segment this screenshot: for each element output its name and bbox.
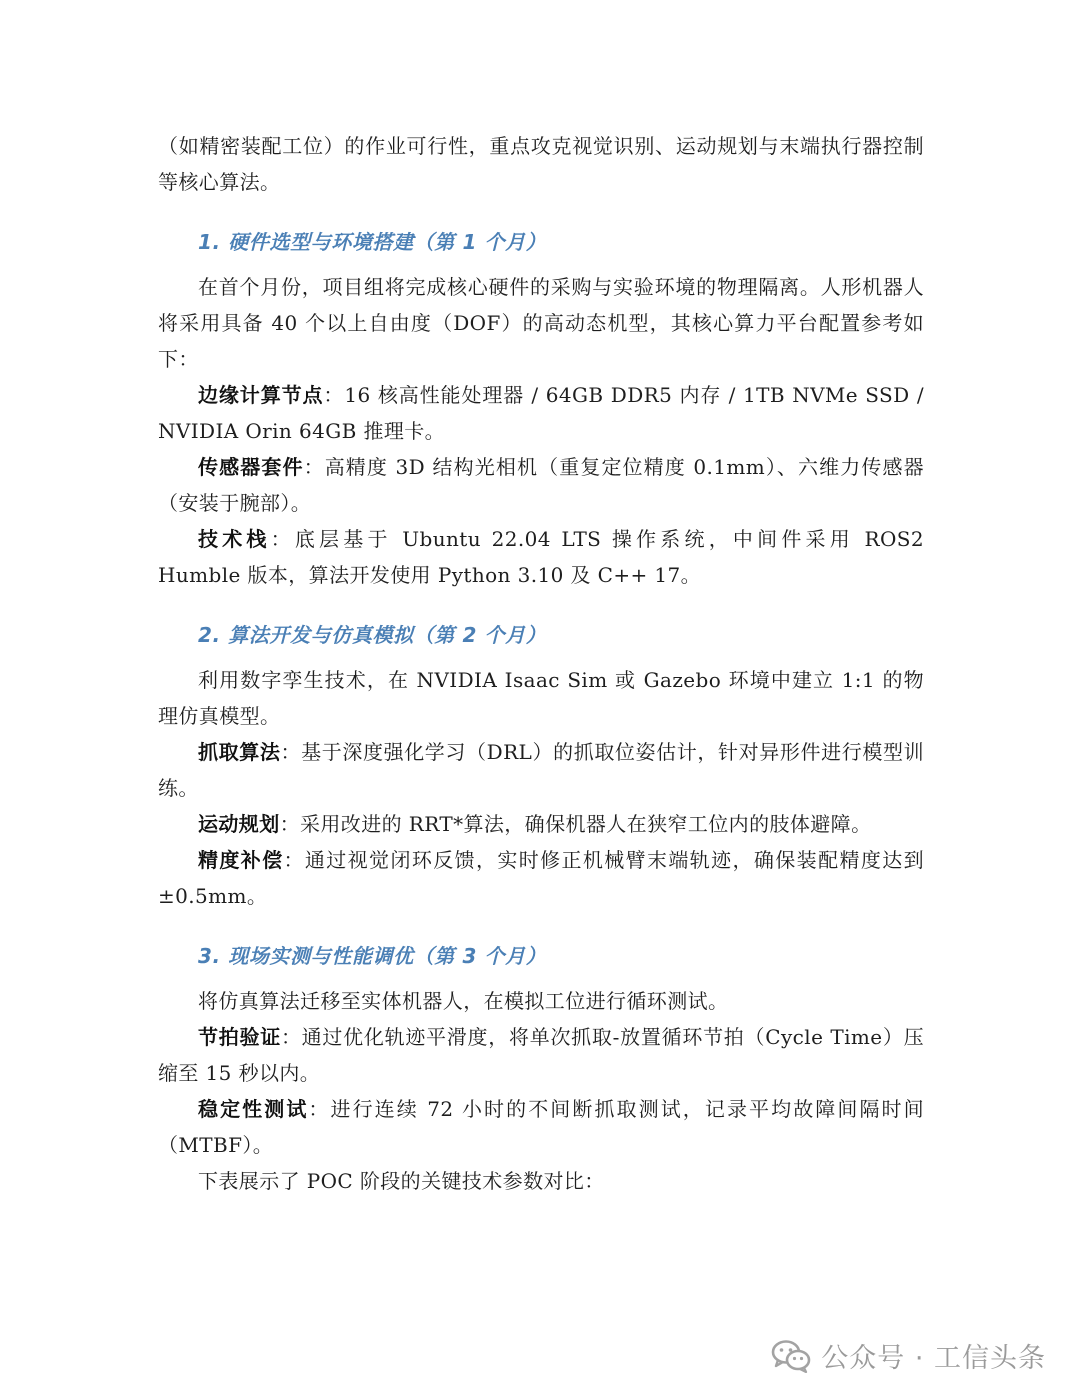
section-1-item [158,521,924,593]
item-text: ：16 核高性能处理器 / 64GB DDR5 内存 / 1TB NVMe SSD / NVIDIA Orin 64GB 推理卡。 [158,383,924,443]
section-2-heading: 2. 算法开发与仿真模拟（第 2 个月） [198,623,547,647]
item-text: ：高精度 3D 结构光相机（重复定位精度 0.1mm）、六维力传感器（安装于腕部）。 [158,455,925,515]
section-3-outro: 下表展示了 POC 阶段的关键技术参数对比： [198,1169,605,1193]
section-3-heading: 3. 现场实测与性能调优（第 3 个月） [198,944,547,968]
section-2-item [158,734,924,806]
section-2-item [158,806,924,842]
item-label: 边缘计算节点 [198,383,324,407]
item-text: ：基于深度强化学习（DRL）的抓取位姿估计，针对异形件进行模型训练。 [158,740,924,800]
item-label: 抓取算法 [198,740,281,764]
document-body [158,128,924,1199]
item-text: ：底层基于 Ubuntu 22.04 LTS 操作系统，中间件采用 ROS2 Humble 版本，算法开发使用 Python 3.10 及 C++ 17。 [158,527,925,587]
intro-paragraph: （如精密装配工位）的作业可行性，重点攻克视觉识别、运动规划与末端执行器控制等核心算法。 [158,134,924,194]
item-label: 技术栈 [198,527,271,551]
item-label: 传感器套件 [198,455,304,479]
item-label: 节拍验证 [198,1025,281,1049]
section-1-item [158,377,924,449]
item-label: 稳定性测试 [198,1097,309,1121]
item-text: ：通过优化轨迹平滑度，将单次抓取-放置循环节拍（Cycle Time）压缩至 15 秒以内。 [158,1025,924,1085]
section-3-intro: 将仿真算法迁移至实体机器人，在模拟工位进行循环测试。 [198,989,729,1013]
section-2-intro: 利用数字孪生技术，在 NVIDIA Isaac Sim 或 Gazebo 环境中建立 1:1 的物理仿真模型。 [158,668,924,728]
item-text: ：通过视觉闭环反馈，实时修正机械臂末端轨迹，确保装配精度达到±0.5mm。 [158,848,924,908]
section-1-intro: 在首个月份，项目组将完成核心硬件的采购与实验环境的物理隔离。人形机器人将采用具备 40 个以上自由度（DOF）的高动态机型，其核心算力平台配置参考如下： [158,275,924,371]
wechat-icon [771,1339,811,1373]
section-3-item [158,1091,924,1163]
item-text: ：进行连续 72 小时的不间断抓取测试，记录平均故障间隔时间（MTBF）。 [158,1097,925,1157]
section-1-item [158,449,924,521]
watermark-text: 公众号 · 工信头条 [821,1343,1046,1374]
item-label: 运动规划 [198,812,280,836]
watermark [771,1336,1046,1375]
section-1-heading: 1. 硬件选型与环境搭建（第 1 个月） [198,230,547,254]
section-3-item [158,1019,924,1091]
item-label: 精度补偿 [198,848,284,872]
item-text: ：采用改进的 RRT*算法，确保机器人在狭窄工位内的肢体避障。 [279,812,872,836]
section-2-item [158,842,924,914]
